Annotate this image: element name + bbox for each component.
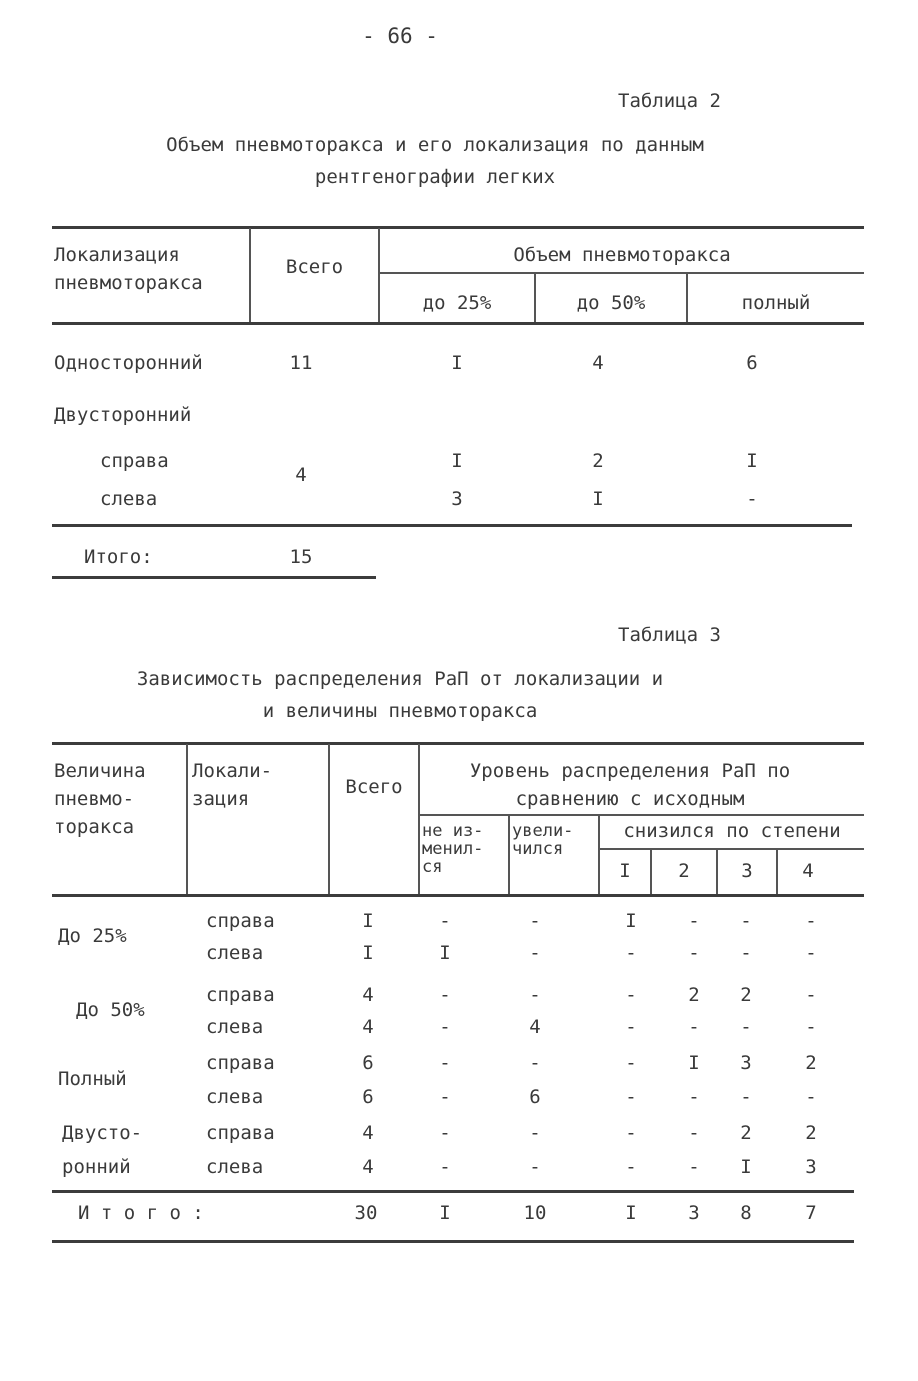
table3-label: Таблица 3 [618, 624, 721, 646]
table3-head-decreased: снизился по степени [623, 820, 841, 842]
table3-cell: 4 [529, 1016, 541, 1038]
table3-group-label: До 25% [58, 925, 127, 947]
table2-label: Таблица 2 [618, 90, 721, 112]
table3-head-size-1: Величина [54, 760, 146, 782]
table3-itogo-label: И т о г о : [78, 1202, 204, 1224]
table3-head-size-2: пневмо- [54, 788, 135, 810]
table3-cell: - [688, 1016, 700, 1038]
table3-cell: I [625, 910, 637, 932]
table2-cell: - [746, 488, 758, 510]
table2-row-label: справа [100, 450, 169, 472]
table3-cell: - [439, 984, 451, 1006]
table3-cell: - [805, 984, 817, 1006]
table3-head-degree: I [619, 860, 631, 882]
table2-head-rule [52, 322, 864, 325]
table2-cell: 3 [451, 488, 463, 510]
table3-group-label: До 50% [76, 999, 145, 1021]
table2-body-rule [52, 524, 852, 527]
table3-row-total: I [362, 942, 374, 964]
table3-cell: - [439, 1122, 451, 1144]
table2-top-rule [52, 226, 864, 229]
table2-head-volume: Объем пневмоторакса [513, 244, 731, 266]
table2-cell: 4 [592, 352, 604, 374]
table3-cell: - [625, 984, 637, 1006]
table3-cell: - [529, 1122, 541, 1144]
table3-cell: I [439, 942, 451, 964]
table3-row-total: 4 [362, 984, 374, 1006]
table3-cell: - [439, 1016, 451, 1038]
table3-cell: - [529, 1156, 541, 1178]
table3-cell: - [439, 1052, 451, 1074]
table2-row-label: Двусторонний [54, 404, 192, 426]
table3-cell: - [805, 1016, 817, 1038]
table2-head-total: Всего [285, 256, 344, 278]
table3-group-label: Полный [58, 1068, 127, 1090]
table3-cell: - [688, 1122, 700, 1144]
table3-head-unchanged-2: менил- [422, 839, 484, 859]
table2-row-label: Односторонний [54, 352, 203, 374]
table3-itogo-cell: 3 [688, 1202, 700, 1224]
table3-cell: I [740, 1156, 752, 1178]
table3-itogo-cell: I [625, 1202, 637, 1224]
table3-vline [328, 744, 330, 894]
table3-group-label: ронний [62, 1156, 131, 1178]
table3-cell: - [688, 910, 700, 932]
table3-cell: - [529, 984, 541, 1006]
table3-cell: - [625, 1052, 637, 1074]
table2-cell: I [451, 352, 463, 374]
table3-cell: - [805, 1086, 817, 1108]
table3-itogo-cell: 7 [805, 1202, 817, 1224]
table3-cell: - [688, 1086, 700, 1108]
table3-cell: - [529, 1052, 541, 1074]
table3-head-degree: 4 [802, 860, 814, 882]
table2-sub-rule [380, 272, 864, 274]
table2-itogo-total: 15 [289, 546, 313, 568]
table3-vline [186, 744, 188, 894]
table3-cell: - [740, 942, 752, 964]
table3-cell: - [625, 1156, 637, 1178]
table3-head-level-2: сравнению с исходным [515, 788, 745, 810]
table3-cell: - [805, 942, 817, 964]
table2-bottom-rule [52, 576, 376, 579]
table3-side-label: справа [206, 1052, 275, 1074]
table3-head-degree: 2 [678, 860, 690, 882]
table3-cell: I [688, 1052, 700, 1074]
table3-bottom-rule [52, 1240, 854, 1243]
table3-head-level-1: Уровень распределения РаП по [469, 760, 791, 782]
table2-head-col-25: до 25% [422, 292, 492, 314]
page-number: - 66 - [362, 24, 438, 48]
table2-row-label: слева [100, 488, 158, 510]
table2-head-col-50: до 50% [576, 292, 646, 314]
table3-cell: 2 [740, 1122, 752, 1144]
table3-head-size-3: торакса [54, 816, 135, 838]
table3-head-unchanged-3: ся [422, 857, 443, 877]
table2-cell: I [451, 450, 463, 472]
table3-head-loc-1: Локали- [192, 760, 273, 782]
table2-bilateral-total: 4 [295, 464, 307, 486]
table3-head-increased-1: увели- [512, 821, 574, 841]
table3-title-line2: и величины пневмоторакса [262, 700, 538, 722]
table3-row-total: I [362, 910, 374, 932]
table3-head-total: Всего [345, 776, 403, 798]
table3-cell: - [529, 942, 541, 964]
table3-cell: - [439, 1156, 451, 1178]
table2-row-total: 11 [289, 352, 313, 374]
table2-cell: 6 [746, 352, 758, 374]
table3-row-total: 6 [362, 1052, 374, 1074]
table3-cell: 3 [740, 1052, 752, 1074]
table2-cell: I [746, 450, 758, 472]
table3-cell: - [688, 942, 700, 964]
table3-side-label: слева [206, 942, 264, 964]
table3-group-label: Двусто- [62, 1122, 143, 1144]
table3-row-total: 4 [362, 1156, 374, 1178]
table2-cell: I [592, 488, 604, 510]
table3-cell: 2 [805, 1052, 817, 1074]
table3-row-total: 4 [362, 1016, 374, 1038]
table3-title-line1: Зависимость распределения РаП от локализации и [136, 668, 664, 690]
table3-vline [508, 816, 510, 894]
table2-title-line2: рентгенографии легких [314, 166, 556, 188]
table3-cell: - [740, 1086, 752, 1108]
table2-head-col-full: полный [741, 292, 811, 314]
table3-side-label: слева [206, 1016, 264, 1038]
table3-itogo-cell: 8 [740, 1202, 752, 1224]
table3-row-total: 6 [362, 1086, 374, 1108]
table3-itogo-total: 30 [354, 1202, 378, 1224]
table3-head-rule [52, 894, 864, 897]
table3-cell: - [625, 1086, 637, 1108]
table3-cell: - [439, 1086, 451, 1108]
table3-head-degree: 3 [741, 860, 753, 882]
table3-head-increased-2: чился [512, 839, 564, 859]
table3-head-unchanged-1: не из- [422, 821, 484, 841]
table3-cell: - [529, 910, 541, 932]
table2-head-localization-1: Локализация [54, 244, 180, 266]
table3-itogo-cell: I [439, 1202, 451, 1224]
table3-cell: - [740, 910, 752, 932]
table3-cell: 2 [688, 984, 700, 1006]
table3-cell: - [625, 1122, 637, 1144]
table3-cell: - [740, 1016, 752, 1038]
table2-head-localization-2: пневмоторакса [54, 272, 203, 294]
table3-row-total: 4 [362, 1122, 374, 1144]
table3-side-label: справа [206, 910, 275, 932]
table3-cell: 6 [529, 1086, 541, 1108]
table3-sub-rule [600, 848, 864, 850]
table3-cell: - [439, 910, 451, 932]
table3-top-rule [52, 742, 864, 745]
table3-side-label: слева [206, 1156, 264, 1178]
table3-cell: - [625, 942, 637, 964]
table2-cell: 2 [592, 450, 604, 472]
table3-cell: 3 [805, 1156, 817, 1178]
table3-itogo-cell: 10 [523, 1202, 547, 1224]
table3-side-label: справа [206, 984, 275, 1006]
table2-title-line1: Объем пневмоторакса и его локализация по данным [166, 134, 704, 156]
table3-side-label: слева [206, 1086, 264, 1108]
table3-cell: - [625, 1016, 637, 1038]
table3-sub-rule [420, 814, 864, 816]
table3-head-loc-2: зация [192, 788, 250, 810]
table3-cell: - [688, 1156, 700, 1178]
table3-cell: - [805, 910, 817, 932]
table3-body-rule [52, 1190, 854, 1193]
table3-cell: 2 [740, 984, 752, 1006]
table3-cell: 2 [805, 1122, 817, 1144]
table2-itogo-label: Итого: [84, 546, 153, 568]
table3-side-label: справа [206, 1122, 275, 1144]
